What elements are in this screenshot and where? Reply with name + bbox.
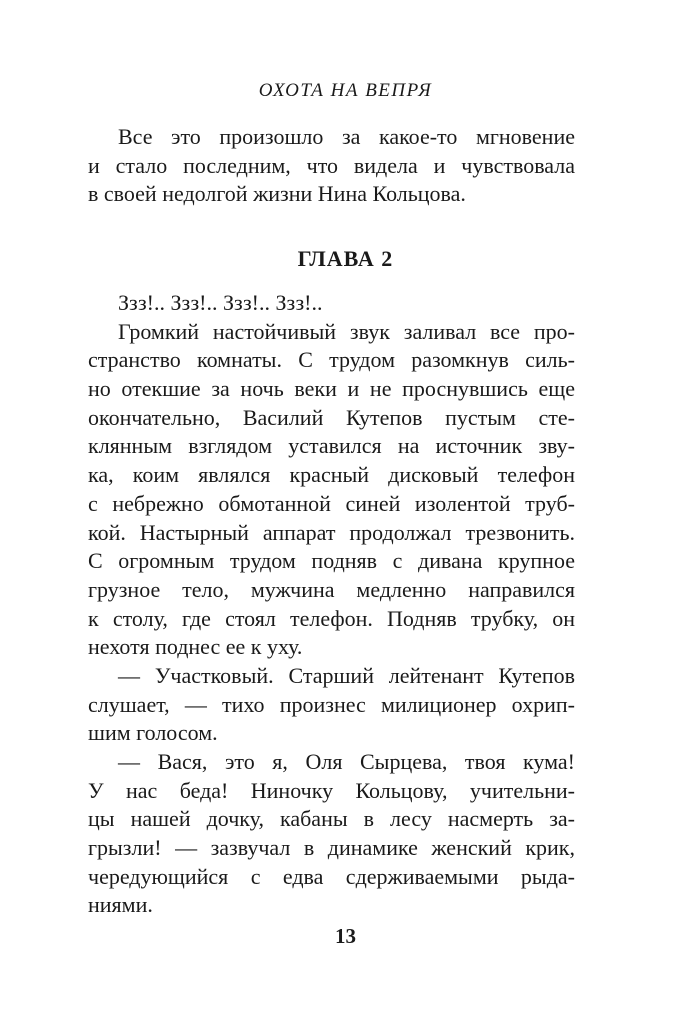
text-line: нехотя поднес ее к уху. (88, 634, 303, 660)
text-line: — Участковый. Старший лейтенант Кутепов (118, 662, 575, 688)
text-line: грузное тело, мужчина медленно направился (88, 576, 575, 602)
text-line: в своей недолгой жизни Нина Кольцова. (88, 181, 466, 207)
text-line: и стало последним, что видела и чувствовала (88, 152, 575, 178)
chapter-body (88, 289, 575, 920)
text-line: У нас беда! Ниночку Кольцову, учительни- (88, 777, 575, 803)
text-line: ниями. (88, 892, 153, 918)
text-line: кой. Настырный аппарат продолжал трезвонить. (88, 519, 575, 545)
running-header: ОХОТА НА ВЕПРЯ (258, 80, 433, 101)
intro-paragraph (88, 123, 575, 209)
text-line: С огромным трудом подняв с дивана крупное (88, 548, 575, 574)
text-line: слушает, — тихо произнес милиционер охрип- (88, 691, 575, 717)
text-line: цы нашей дочку, кабаны в лесу насмерть за- (88, 806, 575, 832)
text-line: Все это произошло за какое-то мгновение (118, 124, 575, 149)
page-number: 13 (335, 924, 356, 948)
text-line: грызли! — зазвучал в динамике женский крик, (88, 835, 575, 861)
text-line: шим голосом. (88, 720, 218, 746)
text-line: окончательно, Василий Кутепов пустым сте- (88, 404, 575, 430)
text-line: к столу, где стоял телефон. Подняв трубку, он (88, 605, 575, 631)
text-line: — Вася, это я, Оля Сырцева, твоя кума! (118, 749, 575, 774)
text-line: ка, коим являлся красный дисковый телефон (88, 462, 575, 488)
text-line: Громкий настойчивый звук заливал все про- (118, 318, 575, 344)
text-line: но отекшие за ночь веки и не проснувшись еще (88, 376, 575, 402)
text-line: с небрежно обмотанной синей изолентой труб- (88, 490, 575, 516)
text-line: клянным взглядом уставился на источник зву- (88, 433, 575, 459)
text-line: Ззз!.. Ззз!.. Ззз!.. Ззз!.. (118, 290, 323, 315)
text-line: чередующийся с едва сдерживаемыми рыда- (88, 863, 575, 889)
text-line: странство комнаты. С трудом разомкнув силь- (88, 347, 575, 373)
chapter-title: ГЛАВА 2 (297, 246, 394, 271)
